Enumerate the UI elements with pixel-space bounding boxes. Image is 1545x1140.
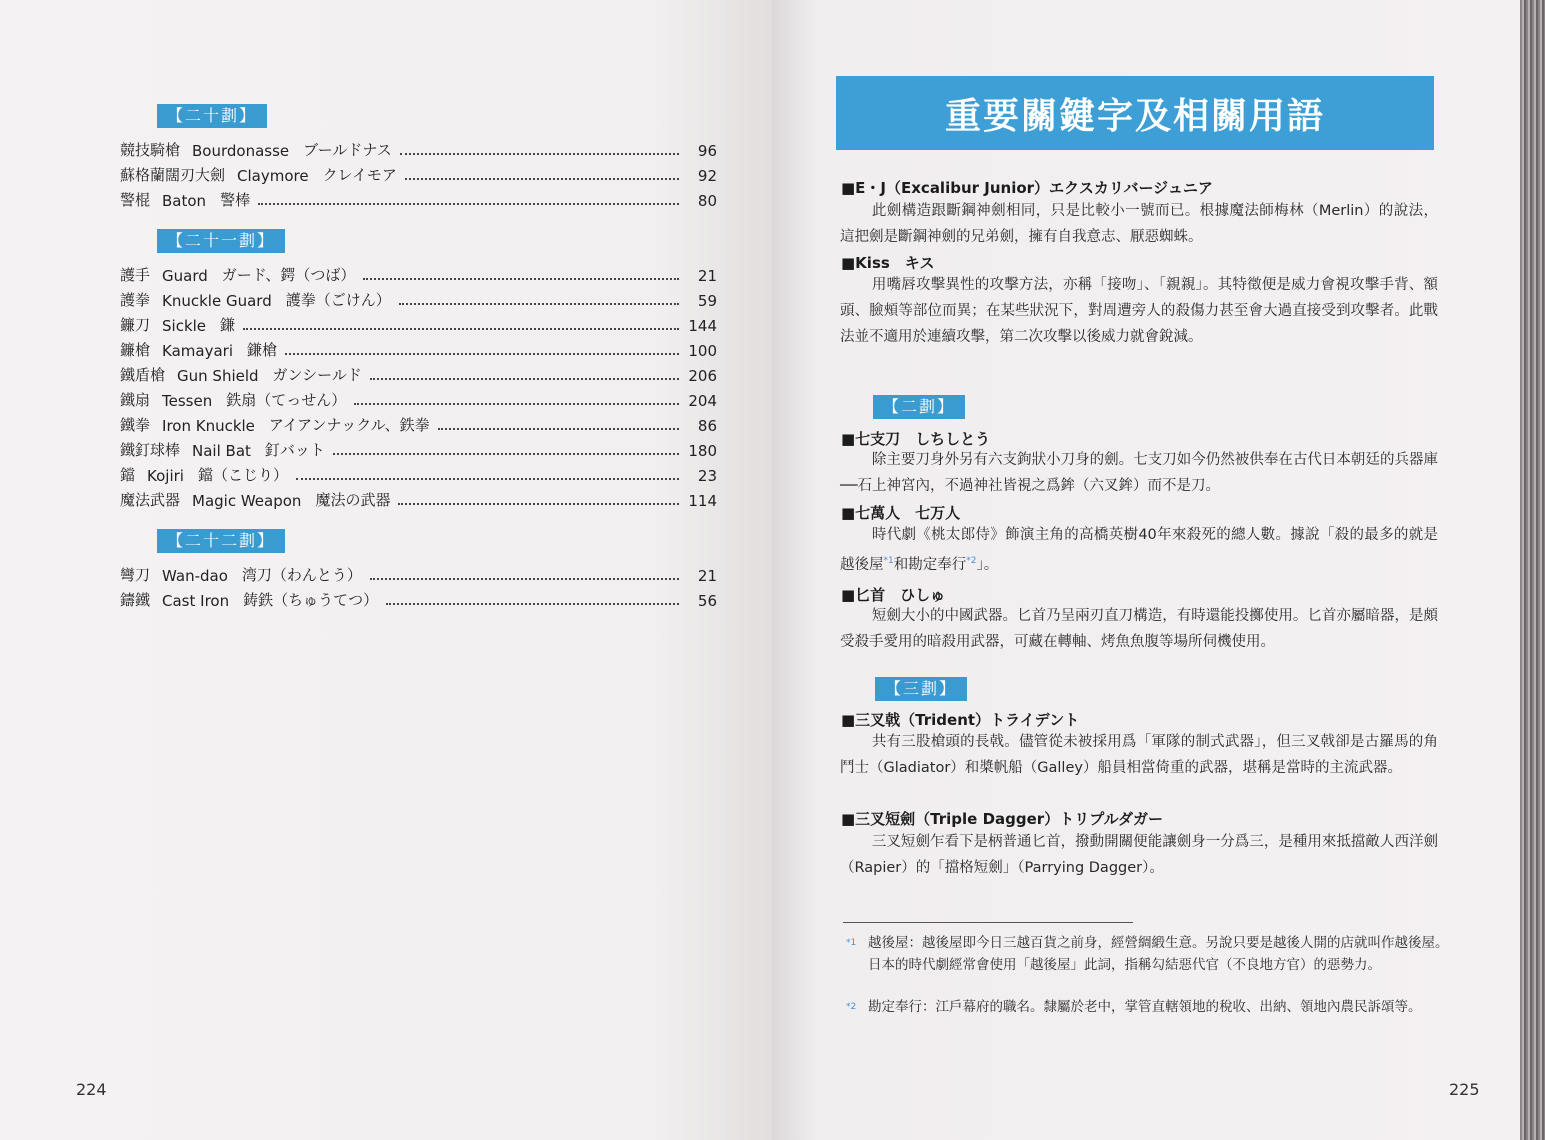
entry-english: Bourdonasse — [192, 142, 290, 160]
section-header-2: 【二劃】 — [873, 395, 965, 419]
entry-kanji: 鐮刀 — [120, 316, 151, 334]
footnote-mark: *1 — [846, 938, 857, 948]
page-number-left: 224 — [76, 1080, 107, 1099]
entry-japanese: ガンシールド — [272, 366, 362, 384]
description-text: 」。 — [976, 556, 999, 573]
section-header-20: 【二十劃】 — [157, 104, 267, 128]
leader-dots — [438, 428, 679, 430]
entry-kanji: 鐵拳 — [120, 416, 151, 434]
keyword-description: 共有三股槍頭的長戟。儘管從未被採用爲「軍隊的制式武器」，但三叉戟卻是古羅馬的角鬥士（Gladiator）和槳帆船（Galley）船員相當倚重的武器，堪稱是當時的主流武器。 — [840, 734, 1438, 776]
entry-japanese: 魔法の武器 — [315, 491, 391, 509]
entry-english: Kamayari — [162, 342, 233, 360]
index-entry — [120, 313, 717, 335]
entry-japanese: アイアンナックル、鉄拳 — [268, 416, 430, 434]
leader-dots — [285, 353, 679, 355]
page-number-right: 225 — [1449, 1080, 1480, 1099]
entry-page: 86 — [697, 417, 717, 435]
entry-english: Nail Bat — [192, 442, 251, 460]
entry-english: Sickle — [162, 317, 207, 335]
index-entry — [120, 488, 717, 510]
entry-english: Baton — [162, 192, 207, 210]
entry-japanese: ガード、鍔（つば） — [221, 266, 356, 284]
footnote-ref[interactable]: *2 — [966, 556, 977, 566]
left-page — [0, 0, 772, 1140]
index-entry — [120, 163, 717, 185]
index-entry — [120, 463, 717, 485]
index-entry — [120, 263, 717, 285]
entry-english: Magic Weapon — [192, 492, 302, 510]
entry-kanji: 護手 — [120, 266, 151, 284]
entry-kanji: 魔法武器 — [120, 491, 181, 509]
section-header-22: 【二十二劃】 — [157, 529, 285, 553]
entry-english: Kojiri — [147, 467, 184, 485]
section-header-3: 【三劃】 — [875, 677, 967, 701]
description-text: 時代劇《桃太郎侍》飾演主角的高橋英樹40年來殺死的總人數。據說「殺的最多的就是越後屋 — [840, 527, 1438, 573]
footnote-text: 越後屋：越後屋即今日三越百貨之前身，經營綢緞生意。另說只要是越後人開的店就叫作越後屋。日本的時代劇經常會使用「越後屋」此詞，指稱勾結惡代官（不良地方官）的惡勢力。 — [868, 935, 1449, 973]
leader-dots — [333, 453, 679, 455]
entry-page: 21 — [697, 267, 717, 285]
leader-dots — [399, 303, 679, 305]
keyword-description: 除主要刀身外另有六支鉤狀小刀身的劍。七支刀如今仍然被供奉在古代日本朝廷的兵器庫──石上神宮內，不過神社皆視之爲鉾（六叉鉾）而不是刀。 — [840, 452, 1438, 494]
entry-english: Claymore — [237, 167, 309, 185]
entry-kanji: 鑄鐵 — [120, 591, 151, 609]
leader-dots — [258, 203, 679, 205]
entry-english: Tessen — [162, 392, 213, 410]
index-entry — [120, 438, 717, 460]
entry-japanese: 警棒 — [220, 191, 251, 209]
keyword-heading: ■三叉戟（Trident）トライデント — [841, 711, 1080, 729]
index-entry — [120, 588, 717, 610]
keyword-heading: ■E・J（Excalibur Junior）エクスカリバージュニア — [841, 179, 1213, 197]
entry-page: 92 — [697, 167, 717, 185]
index-entry — [120, 338, 717, 360]
leader-dots — [296, 478, 679, 480]
keyword-heading: ■七萬人 七万人 — [841, 504, 961, 522]
leader-dots — [400, 153, 679, 155]
footnote-1 — [846, 932, 1460, 976]
keyword-description — [840, 522, 1438, 578]
footnote-text: 勘定奉行：江戶幕府的職名。隸屬於老中，掌管直轄領地的稅收、出納、領地內農民訴頌等。 — [868, 999, 1422, 1015]
keyword-description: 此劍構造跟斷鋼神劍相同，只是比較小一號而已。根據魔法師梅林（Merlin）的說法，這把劍是斷鋼神劍的兄弟劍，擁有自我意志、厭惡蜘蛛。 — [840, 203, 1438, 245]
leader-dots — [370, 578, 679, 580]
leader-dots — [398, 503, 679, 505]
entry-kanji: 鐵扇 — [120, 391, 151, 409]
index-entry — [120, 413, 717, 435]
leader-dots — [354, 403, 679, 405]
page-title-banner: 重要關鍵字及相關用語 — [836, 76, 1434, 150]
entry-page: 100 — [688, 342, 717, 360]
entry-kanji: 鐺 — [120, 466, 136, 484]
footnote-mark: *2 — [846, 1002, 857, 1012]
entry-japanese: 護拳（ごけん） — [285, 291, 391, 309]
entry-kanji: 護拳 — [120, 291, 151, 309]
index-entry — [120, 188, 717, 210]
entry-kanji: 警棍 — [120, 191, 151, 209]
entry-english: Cast Iron — [162, 592, 230, 610]
index-entry — [120, 288, 717, 310]
leader-dots — [386, 603, 679, 605]
keyword-heading: ■Kiss キス — [841, 254, 935, 272]
entry-japanese: 鉄扇（てっせん） — [226, 391, 347, 409]
keyword-heading: ■三叉短劍（Triple Dagger）トリプルダガー — [841, 810, 1163, 828]
keyword-description: 短劍大小的中國武器。匕首乃呈兩刃直刀構造，有時還能投擲使用。匕首亦屬暗器，是頗受殺手愛用的暗殺用武器，可藏在轉軸、烤魚魚腹等場所伺機使用。 — [840, 608, 1438, 650]
entry-english: Iron Knuckle — [162, 417, 255, 435]
entry-kanji: 競技騎槍 — [120, 141, 181, 159]
description-text: 和勘定奉行 — [893, 556, 967, 573]
entry-japanese: ブールドナス — [303, 141, 392, 159]
entry-page: 180 — [688, 442, 717, 460]
entry-english: Gun Shield — [177, 367, 259, 385]
entry-page: 80 — [697, 192, 717, 210]
entry-kanji: 鐵盾槍 — [120, 366, 166, 384]
entry-japanese: クレイモア — [322, 166, 397, 184]
entry-kanji: 蘇格蘭闊刃大劍 — [120, 166, 226, 184]
entry-japanese: 鎌 — [220, 316, 236, 334]
entry-english: Wan-dao — [162, 567, 228, 585]
entry-japanese: 鐺（こじり） — [197, 466, 288, 484]
index-entry — [120, 363, 717, 385]
footnote-divider — [843, 922, 1133, 923]
footnote-ref[interactable]: *1 — [883, 556, 894, 566]
entry-page: 204 — [688, 392, 717, 410]
entry-page: 114 — [688, 492, 717, 510]
leader-dots — [405, 178, 679, 180]
entry-page: 56 — [697, 592, 717, 610]
entry-kanji: 彎刀 — [120, 566, 151, 584]
entry-english: Knuckle Guard — [162, 292, 272, 310]
leader-dots — [363, 278, 679, 280]
keyword-description: 用嘴唇攻擊異性的攻擊方法，亦稱「接吻」、「親親」。其特徵便是威力會視攻擊手背、額頭、臉頰等部位而異；在某些狀況下，對周遭旁人的殺傷力甚至會大過直接受到攻擊者。此戰法並不適用於連續攻擊，第二次攻擊以後威力就會銳減。 — [840, 277, 1438, 345]
entry-page: 206 — [688, 367, 717, 385]
entry-kanji: 鐵釘球棒 — [120, 441, 181, 459]
entry-japanese: 釘バット — [264, 441, 325, 459]
index-entry — [120, 138, 717, 160]
entry-page: 144 — [688, 317, 717, 335]
keyword-description: 三叉短劍乍看下是柄普通匕首，撥動開關便能讓劍身一分爲三，是種用來抵擋敵人西洋劍（Rapier）的「擋格短劍」（Parrying Dagger）。 — [840, 834, 1438, 876]
entry-japanese: 鎌槍 — [247, 341, 278, 359]
leader-dots — [370, 378, 679, 380]
keyword-heading: ■匕首 ひしゅ — [841, 586, 946, 604]
index-entry — [120, 388, 717, 410]
entry-page: 21 — [697, 567, 717, 585]
entry-page: 59 — [697, 292, 717, 310]
entry-japanese: 湾刀（わんとう） — [241, 566, 362, 584]
entry-page: 23 — [697, 467, 717, 485]
leader-dots — [243, 328, 679, 330]
entry-english: Guard — [162, 267, 208, 285]
index-entry — [120, 563, 717, 585]
entry-japanese: 鋳鉄（ちゅうてつ） — [243, 591, 379, 609]
keyword-heading: ■七支刀 しちしとう — [841, 430, 991, 448]
entry-page: 96 — [697, 142, 717, 160]
entry-kanji: 鐮槍 — [120, 341, 151, 359]
footnote-2 — [846, 996, 1460, 1018]
section-header-21: 【二十一劃】 — [157, 229, 285, 253]
book-edge — [1520, 0, 1545, 1140]
